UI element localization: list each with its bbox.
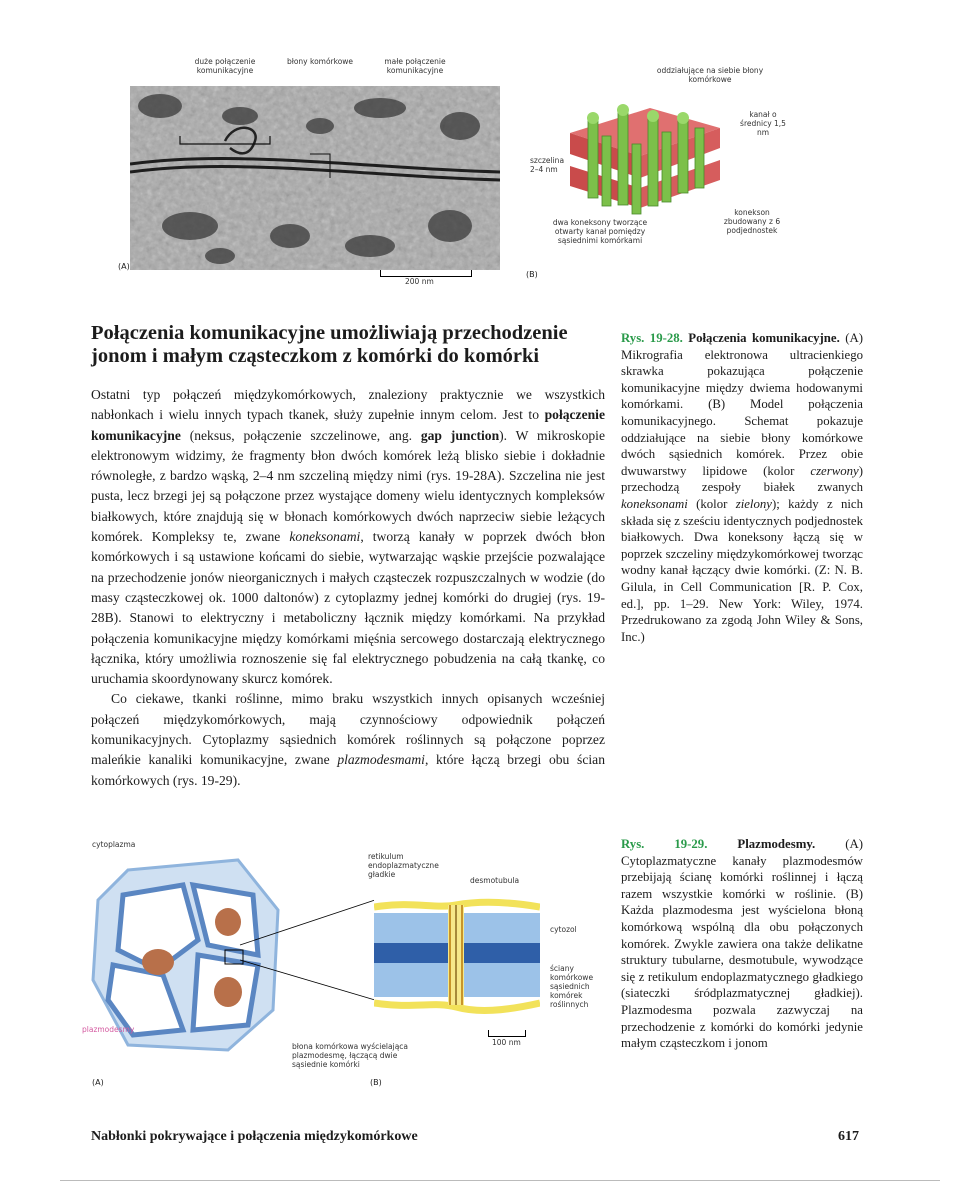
caption-19-28-green: zielony: [735, 496, 772, 511]
label-connexon: konekson zbudowany z 6 podjednostek: [723, 208, 781, 235]
caption-19-28-text-7: ); każdy z nich składa się z sześciu identycznych podjednostek białkowych. Dwa koneksony łączą się w poprzek szczeliny międzykomórkowej tworząc wodny kanał łączący dwie komórki. (Z: N. B. Gilula, in Cell Communication [R. P. Cox, ed.], pp. 1–29. New York: Wiley, 1974. Przedrukowano za zgodą John Wiley & Sons, Inc.): [621, 496, 863, 644]
caption-19-28-text-3: ) przechodzą zespoły białek zwanych: [621, 463, 863, 495]
scale-bar-200nm: [380, 270, 472, 277]
caption-19-28-text-5: (kolor: [687, 496, 736, 511]
p1-text-a: Ostatni typ połączeń międzykomórkowych, znaleziony praktycznie we wszystkich nabłonkach i wielu innych typach tkanek, służy zupełnie innym celom. Jest to: [91, 387, 605, 423]
p1-text-c: (neksus, połączenie szczelinowe, ang.: [180, 427, 421, 443]
label-membranes: błony komórkowe: [286, 57, 354, 66]
label-plasmodesmata: plazmodesmy: [82, 1025, 135, 1034]
label-cytoplasm: cytoplazma: [92, 840, 136, 849]
p1-text-e: ). W mikroskopie elektronowym widzimy, że fragmenty błon dwóch komórek leżą blisko siebie i dokładnie równoległe, z bardzo wąską, 2–4 nm szczeliną między nimi (rys. 19-28A). Szczelina nie jest pusta, lecz brzegi jej są połączone przez wystające domeny wielu identycznych kompleksów białkowych, które znajdują się w błonach komórkowych dwóch naprzeciw siebie leżących komórek. Kompleksy te, zwane: [91, 427, 605, 545]
caption-19-29-title: Plazmodesmy.: [707, 837, 816, 851]
caption-19-28-red: czerwony: [810, 463, 859, 478]
label-two-connexons: dwa koneksony tworzące otwarty kanał pomiędzy sąsiednimi komórkami: [552, 218, 648, 245]
caption-19-29-number: Rys. 19-29.: [621, 837, 708, 851]
caption-19-28-connexons: koneksonami: [621, 496, 688, 511]
p2-text-a: Co ciekawe, tkanki roślinne, mimo braku wszystkich innych opisanych wcześniej połączeń międzykomórkowych, mają czynnościowy odpowiednik połączeń komunikacyjnych. Cytoplazmy sąsiednich komórek roślinnych są połączone poprzez maleńkie kanaliki komunikacyjne, zwane: [91, 691, 605, 768]
label-cell-walls: ściany komórkowe sąsiednich komórek roślinnych: [550, 964, 594, 1009]
zoom-lines: [230, 895, 380, 1005]
label-channel: kanał o średnicy 1,5 nm: [740, 110, 786, 137]
page-number: 617: [838, 1129, 859, 1144]
electron-micrograph: [130, 86, 500, 270]
label-small-junction: małe połączenie komunikacyjne: [384, 57, 446, 75]
p2-term-plasmodesmata: plazmodesmami: [337, 752, 425, 768]
p2-text-c: , które łączą brzegi obu ścian komórkowych (rys. 19-29).: [91, 752, 605, 788]
label-cytosol: cytozol: [550, 925, 577, 934]
caption-19-29: [621, 836, 863, 1052]
fig-19-29-label-b: (B): [370, 1078, 382, 1087]
caption-19-28-text-1: (A) Mikrografia elektronowa ultracienkiego skrawka pokazująca połączenie komunikacyjne między dwiema hodowanymi komórkami. (B) Model połączenia komunikacyjnego. Schemat pokazuje oddziałujące na siebie błony komórkowe dwóch sąsiednich komórek. Przez obie dwuwarstwy lipidowe (kolor: [621, 331, 864, 478]
scale-label-200nm: 200 nm: [405, 277, 434, 286]
section-heading: Połączenia komunikacyjne umożliwiają przechodzenie jonom i małym cząsteczkom z komórki do komórki: [91, 322, 568, 367]
caption-19-28: [621, 330, 863, 645]
fig-19-28-label-a: (A): [118, 262, 130, 271]
fig-19-29-label-a: (A): [92, 1078, 104, 1087]
section-body: [91, 385, 605, 791]
plasmodesma-detail: [374, 895, 540, 1015]
label-desmotubule: desmotubula: [470, 876, 520, 885]
running-footer-title: Nabłonki pokrywające i połączenia międzykomórkowe: [91, 1129, 418, 1144]
p1-text-g: , tworzą kanały w poprzek dwóch błon komórkowych i są ustawione końcami do siebie, wytwarzając wąskie przejście pozwalające na przechodzenie jonów nieorganicznych i małych cząsteczek rozpuszczalnych w wodzie (do masy cząsteczkowej ok. 1000 daltonów) z cytoplazmy jednej komórki do drugiej (rys. 19-28B). Stanowi to elektryczny i metaboliczny łącznik między komórkami. Na przykład połączenia komunikacyjne między komórkami mięśnia sercowego dostarczają elektrycznego łącznika, który umożliwia roznoszenie się fal elektrycznego pobudzenia na całą tkankę, co uruchamia skoordynowany skurcz komórek.: [91, 529, 606, 687]
caption-19-28-number: Rys. 19-28.: [621, 331, 683, 345]
caption-19-29-text: (A) Cytoplazmatyczne kanały plazmodesmów przebijają ścianę komórki roślinnej i łączą razem wszystkie komórki w roślinie. (B) Każda plazmodesma jest wyścielona błoną komórkową wspólną dla obu połączonych komórek. Zwykle zawiera ona także delikatne struktury tubularne, desmotubule, wywodzące się z retikulum endoplazmatycznego gładkiego (siateczki śródplazmatycznej gładkiej). Plazmodesma pozwala zazwyczaj na przechodzenie z komórki do komórki jedynie małym cząsteczkom i jonom: [621, 837, 864, 1051]
label-large-junction: duże połączenie komunikacyjne: [194, 57, 256, 75]
scale-bar-100nm: [488, 1030, 526, 1037]
label-interacting-membranes: oddziałujące na siebie błony komórkowe: [656, 66, 764, 84]
scale-label-100nm: 100 nm: [492, 1038, 521, 1047]
paragraph-2: [91, 689, 605, 790]
p1-term-gap-junction: gap junction: [420, 427, 500, 443]
label-smooth-er: retikulum endoplazmatyczne gładkie: [368, 852, 439, 879]
page-edge-line: [60, 1180, 940, 1181]
p1-term-gap-junction-pl: połączenie komunikacyjne: [91, 407, 605, 443]
label-gap: szczelina 2–4 nm: [530, 156, 565, 174]
fig-19-28-label-b: (B): [526, 270, 538, 279]
paragraph-1: [91, 385, 605, 689]
p1-term-connexons: koneksonami: [289, 529, 361, 545]
label-lining-membrane: błona komórkowa wyścielająca plazmodesmę, łączącą dwie sąsiednie komórki: [292, 1042, 409, 1069]
micrograph-image: [130, 86, 500, 270]
caption-19-28-title: Połączenia komunikacyjne.: [682, 331, 840, 345]
